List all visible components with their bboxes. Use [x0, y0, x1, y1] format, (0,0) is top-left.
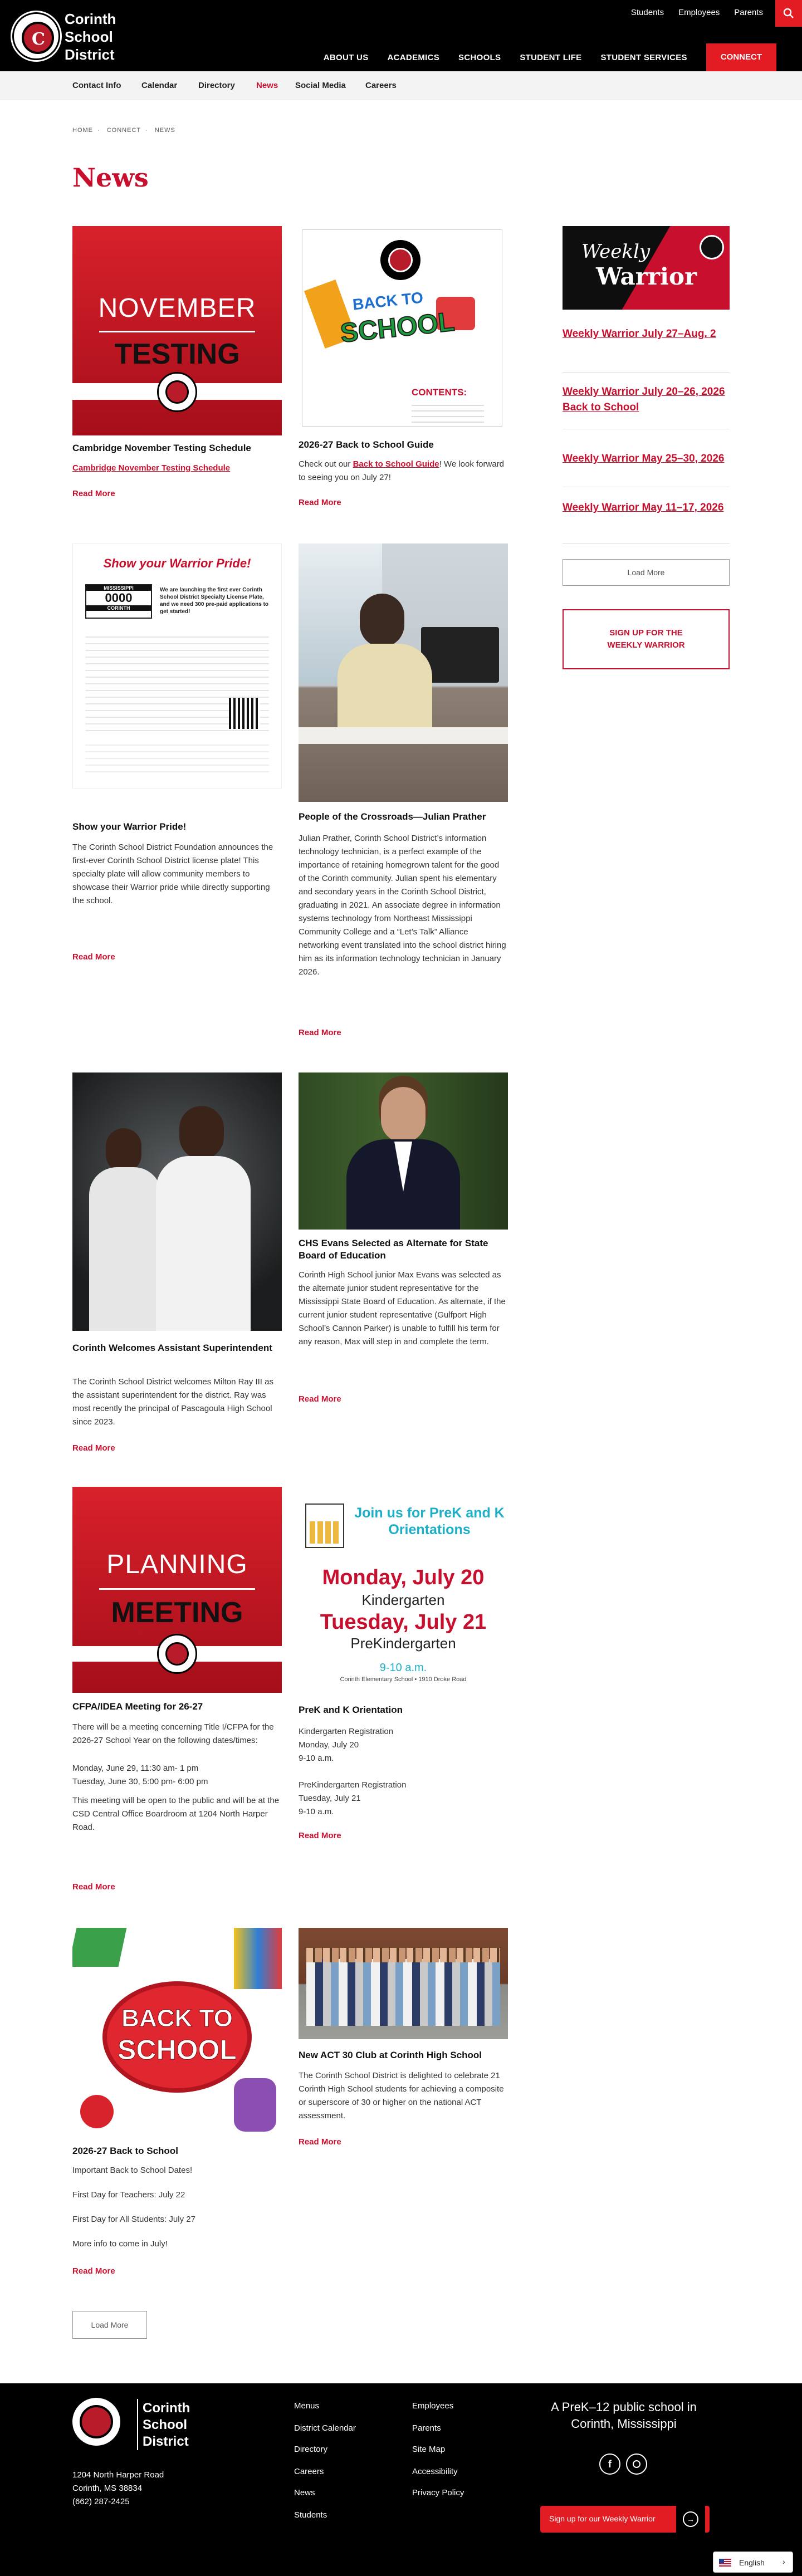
qr-code: [229, 698, 260, 729]
plate-state: MISSISSIPPI: [86, 585, 151, 591]
image-text: SCHOOL: [118, 2034, 237, 2065]
banner-text: Weekly: [581, 241, 651, 263]
read-more-link[interactable]: Read More: [72, 1443, 115, 1453]
utility-nav: [631, 8, 763, 17]
license-plate: [85, 584, 152, 619]
main-nav: [324, 43, 802, 71]
image-text: Show your Warrior Pride!: [103, 556, 251, 570]
image-text: MEETING: [111, 1596, 243, 1629]
desk: [299, 727, 508, 744]
signup-arrow-box: [676, 2506, 705, 2533]
nav-schools[interactable]: SCHOOLS: [458, 52, 501, 62]
breadcrumb-home[interactable]: HOME: [72, 127, 93, 134]
banner-text: Warrior: [596, 263, 697, 290]
read-more-link[interactable]: Read More: [72, 1882, 115, 1892]
nav-academics[interactable]: ACADEMICS: [387, 52, 440, 62]
summary-line: PreKindergarten Registration: [299, 1780, 407, 1790]
footer-link-accessibility[interactable]: Accessibility: [412, 2467, 458, 2476]
image-text: PreKindergarten: [350, 1635, 456, 1652]
crayons-illustration: [234, 1928, 282, 1989]
site-footer: [0, 2383, 802, 2576]
footer-district-name: [143, 2400, 190, 2450]
language-label: English: [739, 2558, 765, 2567]
nav-connect[interactable]: CONNECT: [706, 43, 776, 71]
read-more-link[interactable]: Read More: [299, 1394, 341, 1404]
summary-line: First Day for All Students: July 27: [72, 2215, 195, 2224]
article-title[interactable]: CHS Evans Selected as Alternate for State Board of Education: [299, 1238, 488, 1261]
footer-link-employees[interactable]: Employees: [412, 2401, 454, 2411]
district-seal: [157, 372, 197, 412]
search-button[interactable]: [775, 0, 802, 27]
image-text: CONTENTS:: [412, 387, 467, 398]
flyer-form: [85, 739, 269, 778]
article-image[interactable]: [72, 226, 282, 435]
article-image[interactable]: [72, 1072, 282, 1331]
utility-link-students[interactable]: Students: [630, 8, 664, 17]
footer-link-directory[interactable]: Directory: [294, 2445, 328, 2454]
breadcrumb-news: NEWS: [154, 127, 175, 134]
image-text: Kindergarten: [361, 1591, 445, 1608]
utility-link-employees[interactable]: Employees: [678, 8, 720, 17]
article-image[interactable]: [302, 229, 502, 427]
district-name-line: School: [65, 28, 113, 45]
computer-monitor: [421, 627, 499, 683]
summary-text: Check out our: [299, 459, 353, 469]
summary-text: ! We look forward to seeing you on July 27!: [299, 459, 505, 482]
footer-logo[interactable]: [72, 2398, 120, 2446]
image-text: BACK TO: [121, 2005, 233, 2032]
breadcrumb-connect[interactable]: CONNECT: [106, 127, 141, 134]
image-text: TESTING: [114, 338, 240, 370]
article-title[interactable]: Cambridge November Testing Schedule: [72, 443, 251, 453]
article-link[interactable]: Cambridge November Testing Schedule: [72, 463, 231, 473]
footer-link-news[interactable]: News: [294, 2488, 315, 2497]
read-more-link[interactable]: Read More: [299, 498, 341, 507]
image-text: PLANNING: [106, 1550, 248, 1579]
divider: [563, 372, 730, 373]
image-divider: [99, 331, 255, 332]
divider: [563, 543, 730, 544]
subnav-careers[interactable]: Careers: [365, 81, 397, 90]
image-text: Monday, July 20: [322, 1566, 485, 1589]
image-text: BACK TO: [351, 288, 424, 314]
student-group: [306, 1959, 500, 2026]
subnav-news[interactable]: News: [256, 81, 278, 90]
article-summary: The Corinth School District Foundation announces the first-ever Corinth School District license plate! This specialty plate will allow community members to showcase their Warrior pride while directly supporting the school.: [72, 843, 273, 905]
student-faces: [306, 1948, 500, 1962]
apple-illustration: [80, 2095, 114, 2128]
nav-student-services[interactable]: STUDENT SERVICES: [600, 52, 687, 62]
image-divider: [99, 1588, 255, 1590]
article-summary: The Corinth School District is delighted to celebrate 21 Corinth High School students for achieving a composite or superscore of 30 or higher on the national ACT assessment.: [299, 2071, 504, 2120]
subnav-contact-info[interactable]: Contact Info: [72, 81, 121, 90]
plate-bottom: CORINTH: [86, 605, 151, 611]
article-image[interactable]: [299, 1072, 508, 1230]
image-text: NOVEMBER: [98, 293, 256, 323]
weekly-warrior-link[interactable]: Weekly Warrior July 20–26, 2026 Back to School: [563, 386, 725, 413]
summary-line: 9-10 a.m.: [299, 1807, 334, 1816]
chevron-right-icon: ›: [783, 2557, 785, 2566]
page-title: News: [72, 163, 149, 193]
person-shirt: [156, 1156, 251, 1331]
person-head: [179, 1106, 224, 1159]
plate-number: 0000: [105, 591, 133, 605]
divider: [137, 2399, 138, 2450]
image-text: Corinth Elementary School • 1910 Droke Road: [340, 1676, 467, 1683]
district-name-line: District: [65, 46, 115, 63]
district-logo[interactable]: C: [12, 12, 60, 60]
summary-line: First Day for Teachers: July 22: [72, 2190, 185, 2200]
person-head: [381, 1087, 426, 1143]
footer-link-careers[interactable]: Careers: [294, 2467, 324, 2476]
summary-line: More info to come in July!: [72, 2239, 168, 2249]
article-image[interactable]: [299, 1928, 508, 2039]
backpack-illustration: [234, 2078, 276, 2132]
weekly-warrior-link[interactable]: Weekly Warrior May 11–17, 2026: [563, 502, 724, 513]
article-title[interactable]: CFPA/IDEA Meeting for 26-27: [72, 1701, 203, 1712]
article-summary: This meeting will be open to the public and will be at the CSD Central Office Boardroom at 1204 North Harper Road.: [72, 1796, 280, 1832]
article-summary: Tuesday, June 30, 5:00 pm- 6:00 pm: [72, 1777, 208, 1786]
nav-student-life[interactable]: STUDENT LIFE: [520, 52, 582, 62]
article-summary: The Corinth School District welcomes Milton Ray III as the assistant superintendent for the district. Ray was most recently the principal of Pascagoula High School since 2023.: [72, 1377, 273, 1427]
district-seal: [380, 240, 420, 280]
article-title[interactable]: PreK and K Orientation: [299, 1705, 403, 1715]
utility-link-parents[interactable]: Parents: [734, 8, 763, 17]
district-name-line: Corinth: [143, 2401, 190, 2416]
us-flag-icon: [719, 2559, 731, 2567]
article-title[interactable]: People of the Crossroads—Julian Prather: [299, 811, 486, 822]
article-title[interactable]: Corinth Welcomes Assistant Superintendent: [72, 1343, 272, 1353]
nav-about-us[interactable]: ABOUT US: [323, 52, 369, 62]
person-head: [106, 1128, 141, 1173]
image-text: Tuesday, July 21: [320, 1610, 487, 1634]
summary-line: Important Back to School Dates!: [72, 2166, 193, 2175]
article-image[interactable]: [299, 1500, 508, 1689]
subnav-directory[interactable]: Directory: [198, 81, 235, 90]
article-title[interactable]: Show your Warrior Pride!: [72, 821, 187, 832]
weekly-warrior-link[interactable]: Weekly Warrior July 27–Aug. 2: [563, 328, 716, 340]
article-summary: There will be a meeting concerning Title I/CFPA for the 2026-27 School Year on the following dates/times:: [72, 1722, 274, 1745]
article-summary: Monday, June 29, 11:30 am- 1 pm: [72, 1764, 199, 1773]
footer-link-site-map[interactable]: Site Map: [412, 2445, 446, 2454]
signup-weekly-warrior-button[interactable]: [563, 609, 730, 669]
image-text: 9-10 a.m.: [379, 1662, 427, 1674]
load-more-button[interactable]: Load More: [72, 2311, 147, 2339]
read-more-link[interactable]: Read More: [299, 2137, 341, 2147]
article-summary: [72, 2164, 282, 2251]
district-name[interactable]: [65, 10, 148, 63]
article-summary: Corinth High School junior Max Evans was selected as the alternate junior student representative for the Mississippi State Board of Education. As alternate, if the current junior student representative (Gulfport High School’s Cannon Parker) is unable to fulfill his term for any reason, Max will step in and complete the term.: [299, 1270, 506, 1346]
summary-line: Monday, July 20: [299, 1740, 359, 1750]
person-shirt: [338, 644, 432, 738]
contents-lines: [412, 400, 484, 423]
footer-tagline: A PreK–12 public school in Corinth, Mississippi: [551, 2400, 697, 2431]
article-image[interactable]: [72, 1928, 282, 2138]
language-selector[interactable]: [713, 2551, 793, 2573]
footer-address: Corinth, MS 38834: [72, 2484, 143, 2493]
article-image[interactable]: [72, 543, 282, 789]
summary-line: Tuesday, July 21: [299, 1794, 361, 1803]
article-summary: [299, 458, 508, 484]
article-title[interactable]: 2026-27 Back to School Guide: [299, 439, 434, 450]
subnav-social-media[interactable]: Social Media: [295, 81, 346, 90]
summary-line: Kindergarten Registration: [299, 1727, 394, 1736]
footer-link-parents[interactable]: Parents: [412, 2423, 441, 2433]
sidebar-load-more-button[interactable]: Load More: [563, 559, 730, 586]
footer-link-district-calendar[interactable]: District Calendar: [294, 2423, 356, 2433]
article-image[interactable]: [72, 1487, 282, 1693]
summary-line: [299, 1765, 508, 1779]
read-more-link[interactable]: Read More: [299, 1028, 341, 1037]
footer-address: 1204 North Harper Road: [72, 2470, 164, 2480]
signup-label: Sign up for our Weekly Warrior: [549, 2514, 656, 2523]
footer-signup-button[interactable]: [540, 2506, 710, 2533]
read-more-link[interactable]: Read More: [72, 489, 115, 498]
section-subnav: [0, 71, 802, 100]
district-name-line: District: [143, 2434, 189, 2449]
footer-link-privacy-policy[interactable]: Privacy Policy: [412, 2488, 464, 2497]
image-text: We are launching the first ever Corinth School District Specialty License Plate, and we need 300 pre-paid applications to get started!: [160, 587, 269, 615]
read-more-link[interactable]: Read More: [299, 1831, 341, 1840]
article-summary: [299, 1725, 508, 1819]
signup-label: SIGN UP FOR THE WEEKLY WARRIOR: [607, 628, 685, 650]
breadcrumb: HOME · CONNECT · NEWS: [72, 127, 175, 134]
image-text: Join us for PreK and K Orientations: [354, 1505, 505, 1537]
read-more-link[interactable]: Read More: [72, 952, 115, 962]
footer-phone[interactable]: (662) 287-2425: [72, 2497, 130, 2506]
weekly-warrior-link[interactable]: Weekly Warrior May 25–30, 2026: [563, 453, 725, 464]
back-to-school-guide-link[interactable]: Back to School Guide: [353, 459, 439, 469]
arrow-right-icon: →: [683, 2511, 698, 2527]
subnav-calendar[interactable]: Calendar: [141, 81, 178, 90]
district-seal: [700, 235, 724, 259]
district-seal: [157, 1634, 197, 1674]
footer-link-menus[interactable]: Menus: [294, 2401, 320, 2411]
footer-link-students[interactable]: Students: [294, 2510, 327, 2520]
school-illustration: [305, 1504, 344, 1548]
image-text: SCHOOL: [339, 307, 456, 349]
summary-line: 9-10 a.m.: [299, 1754, 334, 1763]
read-more-link[interactable]: Read More: [72, 2266, 115, 2276]
search-icon: [783, 8, 794, 19]
district-name-line: School: [143, 2417, 188, 2432]
article-image[interactable]: [299, 543, 508, 802]
article-title[interactable]: 2026-27 Back to School: [72, 2146, 178, 2156]
instagram-icon[interactable]: [626, 2453, 647, 2475]
site-header: [0, 0, 802, 71]
weekly-warrior-banner[interactable]: [563, 226, 730, 310]
article-summary: Julian Prather, Corinth School District’s information technology technician, is a perfect example of the importance of retaining homegrown talent for the good of the Corinth community. Julian spent his elementary and secondary years in the Corinth School District, graduating in 2021. An associate degree in information systems technology from Northeast Mississippi Community College and a “Let’s Talk” Alliance networking event translated into the school district hiring him as its information technology technician in January 2026.: [299, 834, 506, 977]
person-top: [89, 1167, 162, 1331]
article-title[interactable]: New ACT 30 Club at Corinth High School: [299, 2050, 482, 2060]
district-name-line: Corinth: [65, 11, 116, 27]
facebook-icon[interactable]: f: [599, 2453, 620, 2475]
books-illustration: [72, 1928, 126, 1967]
person-head: [360, 594, 404, 647]
